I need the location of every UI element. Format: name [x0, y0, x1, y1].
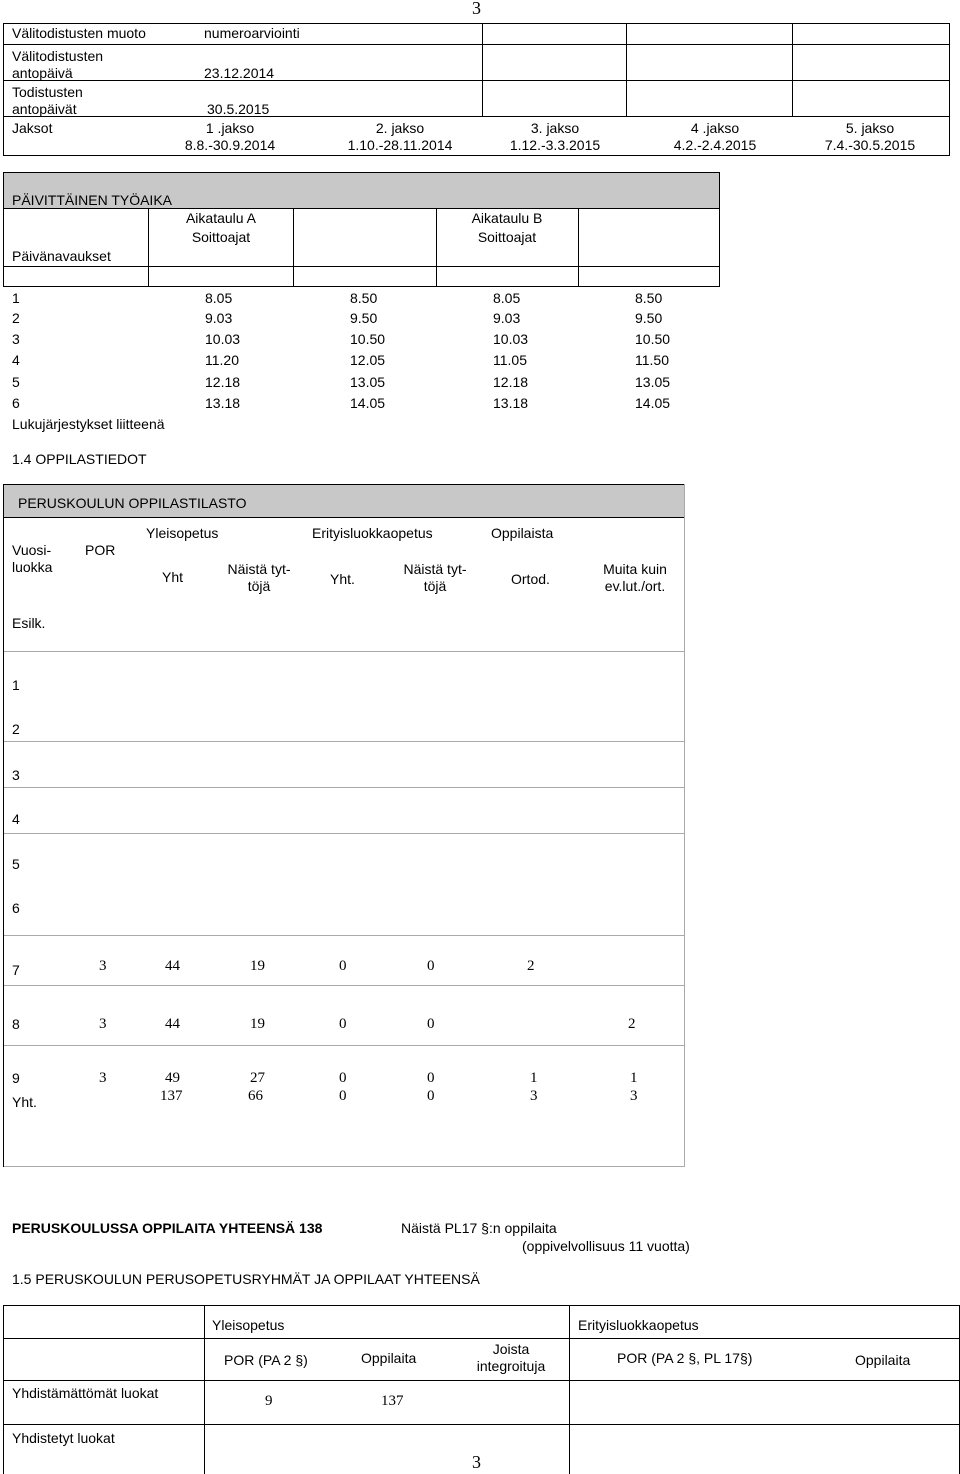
a-start: 10.03	[205, 331, 241, 347]
period-5-name: 5. jakso	[845, 120, 895, 136]
b-start: 8.05	[493, 290, 521, 306]
sub-girls-special-2: töjä	[423, 578, 447, 594]
b-end: 9.50	[635, 310, 663, 326]
grade-row-esilk: Esilk.	[12, 615, 46, 631]
special-girls: 0	[427, 1016, 435, 1032]
b-start: 9.03	[493, 310, 521, 326]
page-number-top: 3	[472, 0, 481, 18]
lesson-number: 5	[12, 374, 20, 390]
b-start: 10.03	[493, 331, 529, 347]
girls: 66	[248, 1088, 263, 1104]
report-format-value: numeroarviointi	[204, 25, 300, 41]
schedule-a-subtitle: Soittoajat	[191, 229, 251, 245]
other: 1	[630, 1070, 638, 1086]
a-start: 13.18	[205, 395, 241, 411]
row-uncombined-classes: Yhdistämättömät luokat	[12, 1385, 159, 1401]
special-total: 0	[339, 1088, 347, 1104]
girls: 19	[250, 1016, 265, 1032]
sub-other-1: Muita kuin	[603, 561, 667, 577]
col-por: POR	[85, 542, 116, 558]
b-end: 14.05	[635, 395, 671, 411]
groups-col-por-special: POR (PA 2 §, PL 17§)	[617, 1350, 753, 1366]
section-heading-1-5: 1.5 PERUSKOULUN PERUSOPETUSRYHMÄT JA OPPILAAT YHTEENSÄ	[12, 1271, 480, 1287]
b-end: 10.50	[635, 331, 671, 347]
groups-col-integrated-1: Joista	[492, 1341, 530, 1357]
sub-girls-2: töjä	[247, 578, 271, 594]
b-end: 8.50	[635, 290, 663, 306]
a-end: 8.50	[350, 290, 378, 306]
sub-other-2: ev.lut./ort.	[604, 578, 666, 594]
groups-col-por: POR (PA 2 §)	[224, 1352, 308, 1368]
report-dates-value: 30.5.2015	[207, 101, 270, 117]
total-students-line: PERUSKOULUSSA OPPILAITA YHTEENSÄ 138	[12, 1220, 323, 1236]
a-end: 12.05	[350, 352, 386, 368]
grade-row-1: 1	[12, 677, 20, 693]
grade-row-5: 5	[12, 856, 20, 872]
special-girls: 0	[427, 1070, 435, 1086]
groups-col-integrated-2: integroituja	[476, 1358, 546, 1374]
por: 3	[99, 958, 107, 974]
a-end: 9.50	[350, 310, 378, 326]
report-format-label: Välitodistusten muoto	[12, 25, 146, 41]
b-start: 13.18	[493, 395, 529, 411]
sub-total: Yht	[162, 569, 184, 585]
periods-label: Jaksot	[12, 120, 53, 136]
groups-col-students-special: Oppilaita	[855, 1352, 911, 1368]
morning-assembly-label: Päivänavaukset	[12, 248, 111, 264]
special-total: 0	[339, 1016, 347, 1032]
grade-row-3: 3	[12, 767, 20, 783]
girls: 19	[250, 958, 265, 974]
interim-date-label-2: antopäivä	[12, 65, 73, 81]
a-start: 11.20	[205, 352, 239, 368]
sub-ortod: Ortod.	[511, 571, 550, 587]
a-start: 9.03	[205, 310, 233, 326]
pl17-students-note: (oppivelvollisuus 11 vuotta)	[522, 1238, 690, 1254]
girls: 27	[250, 1070, 265, 1086]
page-number-bottom: 3	[472, 1452, 481, 1472]
col-grade-1: Vuosi-	[12, 542, 52, 558]
grade-row-6: 6	[12, 900, 20, 916]
period-5-dates: 7.4.-30.5.2015	[824, 137, 916, 153]
schedule-b-subtitle: Soittoajat	[477, 229, 537, 245]
period-3-name: 3. jakso	[530, 120, 580, 136]
uncombined-students-value: 137	[381, 1393, 404, 1409]
lesson-number: 1	[12, 290, 20, 306]
report-dates-label-1: Todistusten	[12, 84, 83, 100]
a-end: 13.05	[350, 374, 386, 390]
grade: 7	[12, 962, 20, 978]
period-4-dates: 4.2.-2.4.2015	[673, 137, 757, 153]
period-4-name: 4 .jakso	[690, 120, 740, 136]
grp-students: Oppilaista	[491, 525, 554, 541]
groups-grp-special: Erityisluokkaopetus	[578, 1317, 699, 1333]
b-end: 13.05	[635, 374, 671, 390]
grp-general: Yleisopetus	[146, 525, 219, 541]
groups-col-students: Oppilaita	[361, 1350, 417, 1366]
report-dates-label-2: antopäivät	[12, 101, 77, 117]
period-2-dates: 1.10.-28.11.2014	[347, 137, 453, 153]
b-start: 12.18	[493, 374, 529, 390]
a-end: 14.05	[350, 395, 386, 411]
schedule-a-title: Aikataulu A	[185, 210, 257, 226]
schedule-b-title: Aikataulu B	[471, 210, 543, 226]
lesson-number: 3	[12, 331, 20, 347]
special-girls: 0	[427, 958, 435, 974]
timetables-note: Lukujärjestykset liitteenä	[12, 416, 165, 432]
sub-girls-1: Näistä tyt-	[227, 561, 291, 577]
b-start: 11.05	[493, 352, 527, 368]
student-table-title: PERUSKOULUN OPPILASTILASTO	[18, 495, 247, 511]
period-1-dates: 8.8.-30.9.2014	[184, 137, 276, 153]
special-total: 0	[339, 958, 347, 974]
lesson-number: 4	[12, 352, 20, 368]
period-3-dates: 1.12.-3.3.2015	[509, 137, 601, 153]
grade: 8	[12, 1016, 20, 1032]
a-start: 12.18	[205, 374, 241, 390]
col-grade-2: luokka	[12, 559, 53, 575]
period-1-name: 1 .jakso	[205, 120, 255, 136]
grade-row-4: 4	[12, 811, 20, 827]
grp-special: Erityisluokkaopetus	[312, 525, 433, 541]
other: 2	[628, 1016, 636, 1032]
groups-grp-general: Yleisopetus	[212, 1317, 285, 1333]
b-end: 11.50	[635, 352, 669, 368]
ortod: 1	[530, 1070, 538, 1086]
interim-date-label-1: Välitodistusten	[12, 48, 104, 64]
lesson-number: 2	[12, 310, 20, 326]
lesson-number: 6	[12, 395, 20, 411]
ortod: 2	[527, 958, 535, 974]
sub-total-special: Yht.	[330, 571, 355, 587]
interim-date-value: 23.12.2014	[204, 65, 275, 81]
special-girls: 0	[427, 1088, 435, 1104]
ortod: 3	[530, 1088, 538, 1104]
daily-time-title: PÄIVITTÄINEN TYÖAIKA	[12, 192, 173, 208]
pl17-students-label: Näistä PL17 §:n oppilaita	[401, 1220, 557, 1236]
grade-row-2: 2	[12, 721, 20, 737]
period-2-name: 2. jakso	[375, 120, 425, 136]
por: 3	[99, 1016, 107, 1032]
total: 44	[165, 958, 180, 974]
total: 44	[165, 1016, 180, 1032]
uncombined-por-value: 9	[265, 1393, 273, 1409]
section-heading-1-4: 1.4 OPPILASTIEDOT	[12, 451, 147, 467]
a-end: 10.50	[350, 331, 386, 347]
other: 3	[630, 1088, 638, 1104]
por: 3	[99, 1070, 107, 1086]
total: 49	[165, 1070, 180, 1086]
special-total: 0	[339, 1070, 347, 1086]
a-start: 8.05	[205, 290, 233, 306]
row-combined-classes: Yhdistetyt luokat	[12, 1430, 115, 1446]
total: 137	[160, 1088, 183, 1104]
grade: 9	[12, 1070, 20, 1086]
grade: Yht.	[12, 1094, 37, 1110]
sub-girls-special-1: Näistä tyt-	[403, 561, 467, 577]
